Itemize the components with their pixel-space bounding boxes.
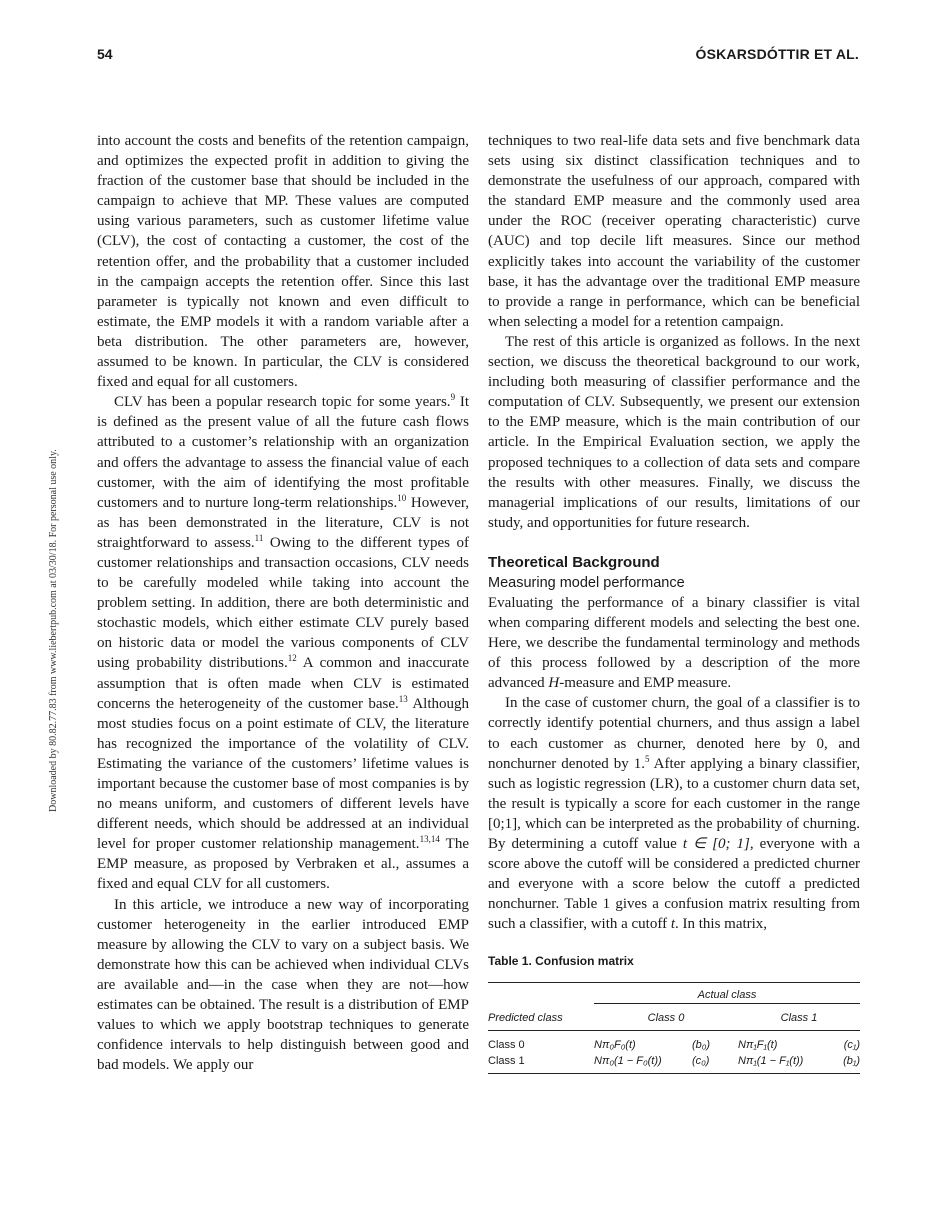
paragraph: The rest of this article is organized as follows. In the next section, we discuss the theoretical background to our work, including both measuring of classifier performance and the computation of CLV. Subsequently, we present our extension to the EMP measure, which is the main contribution of our article. In the Empirical Evaluation section, we apply the proposed techniques to a collection of data sets and compare the results with other measures. Finally, we discuss the managerial implications of our results, limitations of our study, and opportunities for future research.: [488, 333, 860, 531]
section-heading: Theoretical Background: [488, 553, 660, 571]
paragraph: In this article, we introduce a new way of incorporating customer heterogeneity in the earlier introduced EMP measure by allowing the CLV to vary on a subject basis. We demonstrate how this can be achieved when individual CLVs are available and—in the case when they are not—how estimates can be obtained. The result is a distribution of EMP values to which we apply bootstrap techniques to generate confidence intervals to help distinguish between good and bad models. We apply our: [97, 896, 469, 1074]
confusion-matrix-table: [488, 982, 860, 1074]
citation: 5: [645, 753, 650, 764]
table-cell: (b₀): [692, 1039, 711, 1052]
subsection-heading: Measuring model performance: [488, 574, 685, 591]
paragraph: techniques to two real-life data sets and five benchmark data sets using six distinct classification techniques and to demonstrate the usefulness of our approach, compared with the standard EMP measure and the commonly used area under the ROC (receiver operating characteristic) curve (AUC) and top decile lift measures. Since our method explicitly takes into account the variability of the customer base, it has the advantage over the traditional EMP measure to provide a range in performance, which can be beneficial when selecting a model for a retention campaign.: [488, 133, 860, 330]
text-segment: The EMP measure, as proposed by Verbraken et al., assumes a fixed and equal CLV for all customers.: [97, 836, 469, 893]
text-segment: -measure and EMP measure.: [559, 675, 732, 692]
right-column: [488, 131, 860, 1074]
actual-class-header: Actual class: [594, 983, 860, 1004]
table-row: [488, 1031, 860, 1054]
citation: 13: [398, 693, 408, 704]
citation: 12: [287, 653, 297, 664]
paragraph: [488, 593, 860, 693]
text-segment: Owing to the different types of customer relationships and transaction occasions, CLV needs to be carefully modeled while taking into account the problem setting. In addition, there are both deterministic and stochastic models, which either estimate CLV purely based on historic data or model the various components of CLV using probability distributions.: [97, 534, 469, 672]
math-inline: t: [670, 916, 675, 933]
table-row: [488, 1053, 860, 1074]
paragraph: [488, 693, 860, 934]
text-segment: However, as has been demonstrated in the literature, CLV is not straightforward to assess.: [97, 494, 469, 551]
text-segment: A common and inaccurate assumption that is often made when CLV is estimated concerns the heterogeneity of the customer base.: [97, 655, 469, 712]
class0-header: Class 0: [594, 1004, 738, 1031]
page-number: 54: [97, 46, 113, 62]
table-cell: Nπ₁(1 − F₁(t)): [738, 1053, 838, 1074]
table-cell: (c₀): [692, 1053, 738, 1074]
table-cell: Nπ₀F₀(t): [594, 1039, 636, 1052]
text-segment: Although most studies focus on a point estimate of CLV, the literature has recognized the importance of the volatility of CLV. Estimating the variance of the customers’ lifetime values is important because the customer base of most companies is by no means uniform, and customers of different levels have different needs, which should be addressed at an individual level for proper customer relationship management.: [97, 695, 470, 853]
text-segment: After applying a binary classifier, such as logistic regression (LR), to a customer churn data set, the result is typically a score for each customer in the range [0;1], which can be interpreted as the probability of churning. By determining a cutoff value: [488, 755, 860, 852]
text-segment: , everyone with a score above the cutoff will be considered a predicted churner and everyone with a score below the cutoff a predicted nonchurner. Table 1 gives a confusion matrix resulting from such a classifier, with a cutoff: [488, 836, 861, 933]
running-header-authors: ÓSKARSDÓTTIR ET AL.: [695, 46, 859, 62]
text-segment: Evaluating the performance of a binary classifier is vital when comparing different models and selecting the best one. Here, we describe the fundamental terminology and methods of this process followed by a description of the more advanced: [488, 594, 860, 692]
text-segment: It is defined as the present value of all the future cash flows attributed to a customer’s relationship with an organization and offers the advantage to assess the financial value of each customer, with the aim of identifying the most profitable customers and to nurture long-term relationships.: [97, 394, 469, 511]
text-segment: In the case of customer churn, the goal of a classifier is to correctly identify potential churners, and thus assign a label to each customer as churner, denoted here by 0, and nonchurner denoted by 1.: [488, 695, 860, 772]
left-column: [97, 131, 469, 1075]
math-inline: t ∈ [0; 1]: [682, 836, 750, 852]
paragraph-clv: [97, 392, 469, 894]
text-segment: . In this matrix,: [674, 916, 768, 933]
table-caption: Table 1. Confusion matrix: [488, 954, 634, 969]
paragraph: into account the costs and benefits of the retention campaign, and optimizes the expected profit in addition to giving the fraction of the customer base that should be included in the campaign to achieve that MP. These values are computed using various parameters, such as customer lifetime value (CLV), the cost of contacting a customer, the cost of the retention offer, and the probability that a customer included in the campaign accepts the retention offer. Since this last parameter is typically not known and even difficult to estimate, the EMP models it with a random variable after a beta distribution. The other parameters are, however, assumed to be known. In particular, the CLV is considered fixed and equal for all customers.: [97, 133, 469, 391]
table-cell: [488, 983, 594, 1004]
table-cell: Nπ₁F₁(t): [738, 1039, 778, 1052]
table-cell: Nπ₀(1 − F₀(t)): [594, 1053, 692, 1074]
citation: 13,14: [419, 834, 440, 845]
download-watermark: Downloaded by 80.82.77.83 from www.liebertpub.com at 03/30/18. For personal use only.: [48, 449, 59, 812]
predicted-class-header: Predicted class: [488, 1004, 594, 1031]
text-segment: CLV has been a popular research topic for some years.: [114, 394, 451, 411]
row-label: Class 0: [488, 1039, 525, 1052]
table-cell: (c₁): [843, 1039, 860, 1052]
citation: 9: [450, 392, 456, 403]
table-cell: (b₁): [838, 1053, 860, 1074]
class1-header: Class 1: [738, 1004, 860, 1031]
citation: 10: [397, 492, 407, 503]
text-segment: H: [548, 675, 560, 692]
row-label: Class 1: [488, 1053, 594, 1074]
citation: 11: [254, 532, 264, 543]
